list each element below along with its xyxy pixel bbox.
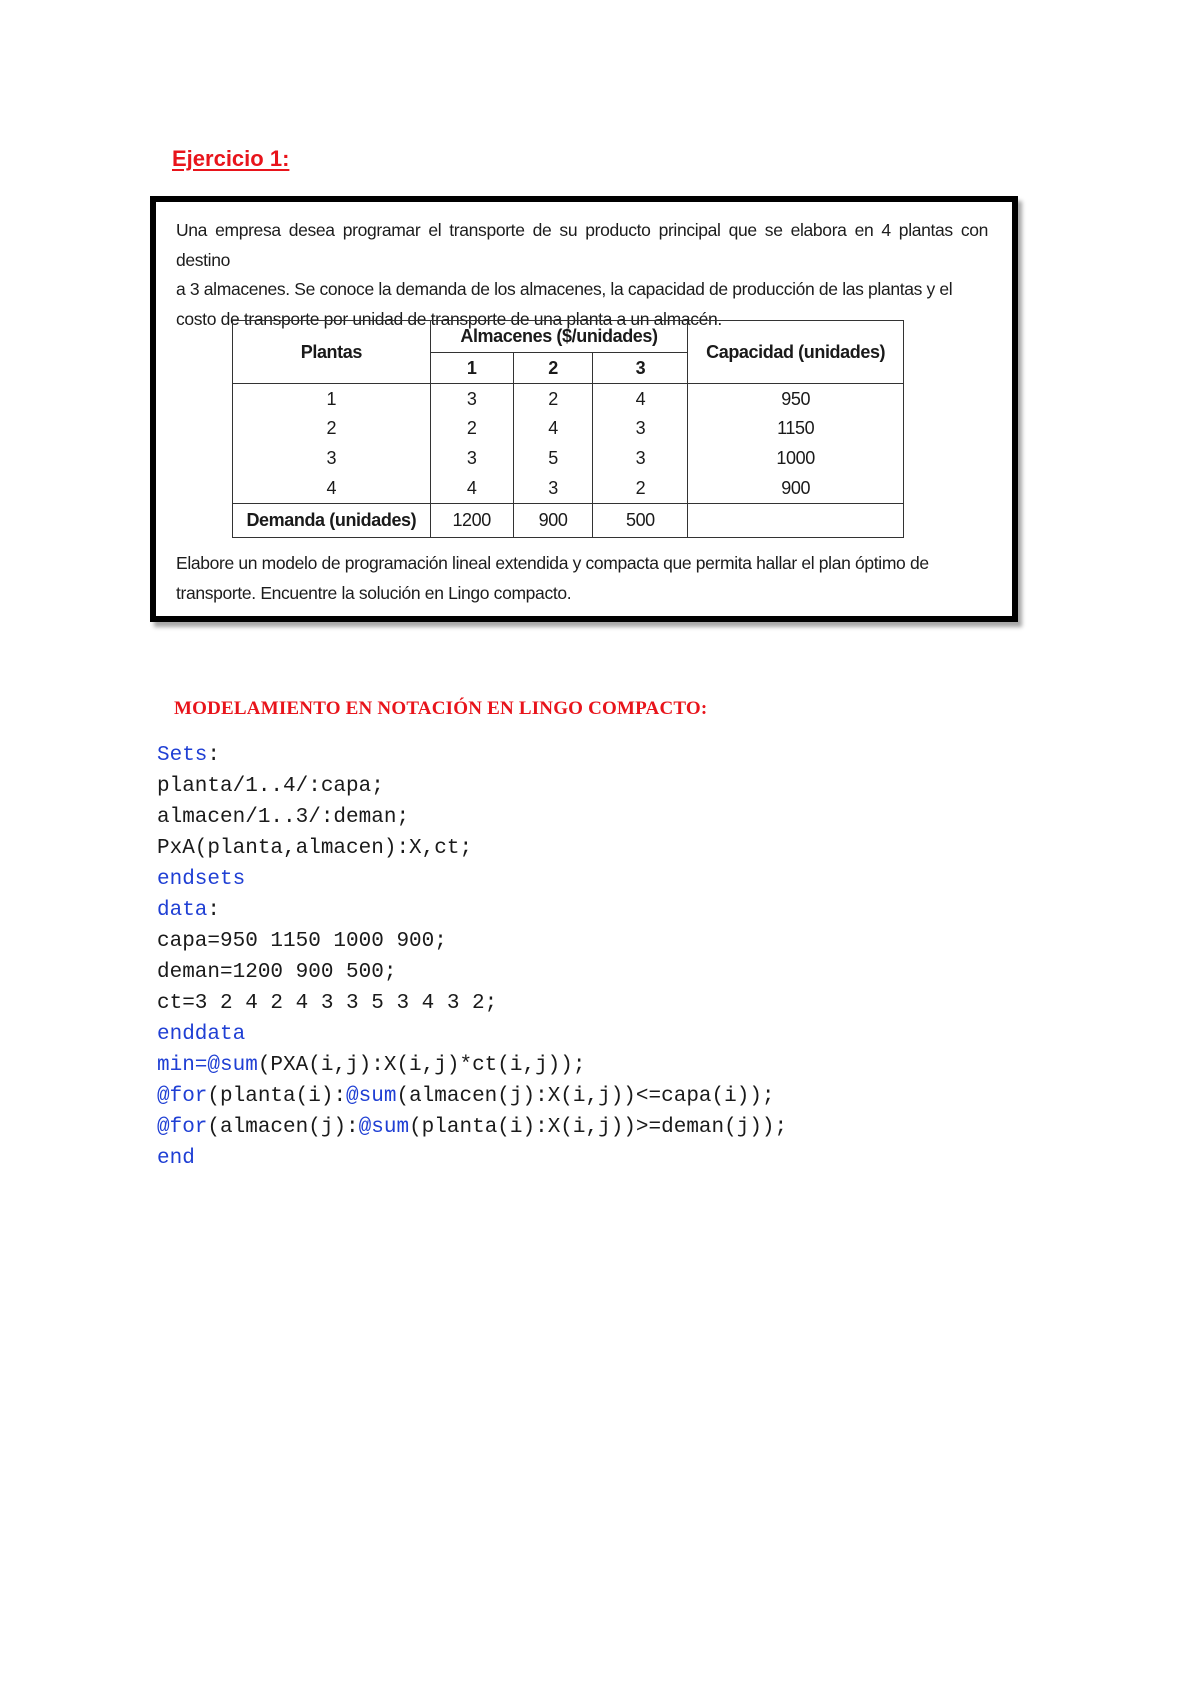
code-keyword-line: end [157,1147,195,1170]
problem-intro [176,216,988,334]
cost-cell: 4 [430,473,513,503]
capacidad-cell: 950 [688,384,904,414]
code-line: ct=3 2 4 2 4 3 3 5 3 4 3 2; [157,992,498,1015]
demanda-row [233,504,904,538]
code-keyword-line: enddata [157,1023,246,1046]
code-line: almacen/1..3/:deman; [157,806,410,829]
table-row [233,384,904,414]
header-almacen-1: 1 [430,352,513,384]
planta-cell: 4 [233,473,431,503]
lingo-code-block [157,740,787,1174]
planta-cell: 3 [233,444,431,474]
code-line: PxA(planta,almacen):X,ct; [157,837,473,860]
outro-line: transporte. Encuentre la solución en Lingo compacto. [176,582,572,603]
code-text: : [207,899,221,922]
cost-cell: 3 [593,444,688,474]
header-almacen-2: 2 [513,352,593,384]
code-line [157,1112,787,1143]
cost-cell: 2 [430,414,513,444]
outro-line: Elabore un modelo de programación lineal extendida y compacta que permita hallar el plan óptimo de [176,553,929,573]
header-almacen-3: 3 [593,352,688,384]
cost-cell: 3 [430,384,513,414]
demanda-cell: 500 [593,504,688,538]
table-row [233,473,904,503]
intro-line: Una empresa desea programar el transporte de su producto principal que se elabora en 4 plantas con destino [176,220,988,270]
code-text: (planta(i): [207,1085,347,1108]
code-keyword: @for [157,1085,208,1108]
code-text: : [207,744,221,767]
cost-cell: 3 [593,414,688,444]
code-line: capa=950 1150 1000 900; [157,930,447,953]
header-capacidad: Capacidad (unidades) [688,321,904,384]
code-text: (planta(i):X(i,j))>=deman(j)); [409,1116,788,1139]
demanda-cell: 900 [513,504,593,538]
code-keyword: Sets [157,744,208,767]
header-plantas: Plantas [233,321,431,384]
code-keyword: @for [157,1116,208,1139]
cost-cell: 5 [513,444,593,474]
page-title: Ejercicio 1: [172,146,290,171]
table-row [233,444,904,474]
code-line [157,895,787,926]
header-almacenes: Almacenes ($/unidades) [430,321,688,353]
planta-cell: 1 [233,384,431,414]
code-text: (almacen(j):X(i,j))<=capa(i)); [396,1085,775,1108]
code-line [157,1050,787,1081]
code-line [157,1081,787,1112]
code-keyword-line: endsets [157,868,246,891]
code-text: (PXA(i,j):X(i,j)*ct(i,j)); [257,1054,586,1077]
code-text: (almacen(j): [207,1116,359,1139]
problem-statement-box [150,196,1018,622]
demanda-cell: 1200 [430,504,513,538]
demanda-label: Demanda (unidades) [233,504,431,538]
code-keyword: data [157,899,208,922]
cost-cell: 4 [593,384,688,414]
code-keyword: min=@sum [157,1054,258,1077]
empty-cell [688,504,904,538]
code-keyword: @sum [358,1116,410,1139]
cost-cell: 3 [430,444,513,474]
capacidad-cell: 900 [688,473,904,503]
code-keyword: @sum [346,1085,397,1108]
cost-cell: 2 [513,384,593,414]
code-line: planta/1..4/:capa; [157,775,384,798]
intro-line: a 3 almacenes. Se conoce la demanda de los almacenes, la capacidad de producción de las plantas y el [176,279,953,299]
cost-cell: 3 [513,473,593,503]
code-line [157,740,787,771]
table-row [233,414,904,444]
section-title: MODELAMIENTO EN NOTACIÓN EN LINGO COMPACTO: [174,698,708,719]
planta-cell: 2 [233,414,431,444]
cost-cell: 2 [593,473,688,503]
problem-instructions [176,549,988,608]
code-line: deman=1200 900 500; [157,961,397,984]
transport-cost-table [232,320,904,538]
capacidad-cell: 1150 [688,414,904,444]
capacidad-cell: 1000 [688,444,904,474]
intro-line: costo de transporte por unidad de transporte de una planta a un almacén. [176,308,722,329]
cost-cell: 4 [513,414,593,444]
